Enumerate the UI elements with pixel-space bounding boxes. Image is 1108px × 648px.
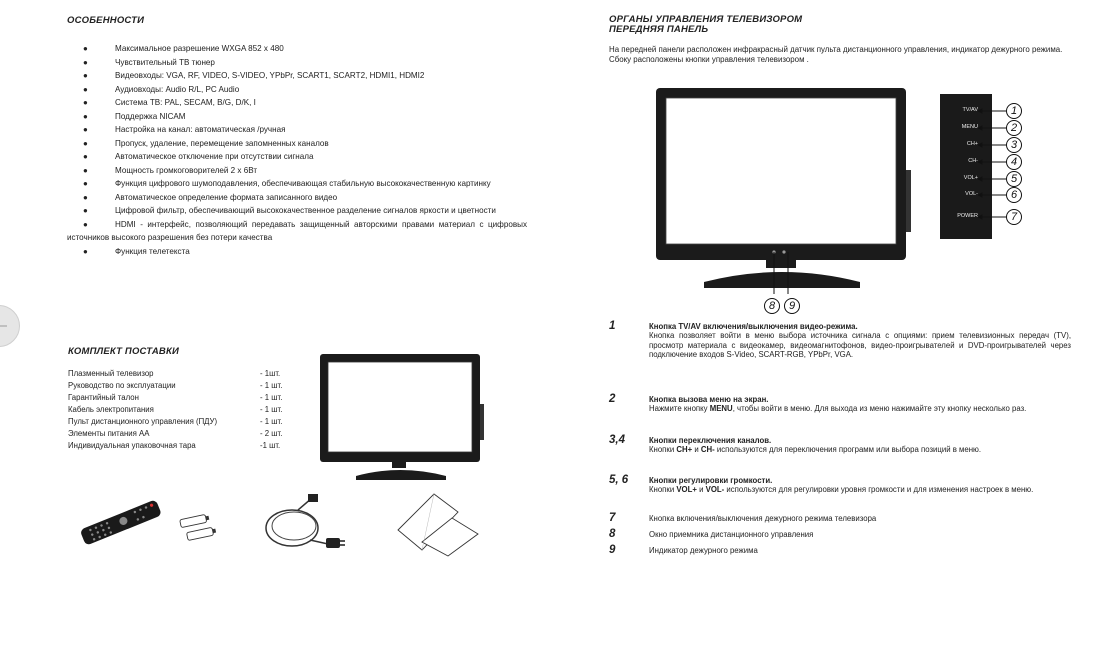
list-item: Гарантийный талон - 1 шт. (68, 393, 283, 402)
kit-list (68, 368, 298, 452)
side-button-menu[interactable]: MENU (961, 124, 978, 130)
list-item: ● Функция телетекста (67, 245, 527, 259)
kit-title: КОМПЛЕКТ ПОСТАВКИ (68, 346, 180, 357)
list-item: ● HDMI - интерфейс, позволяющий передавать защищенный авторскими правами материал с цифровых источников высокого разрешения без потери качества (67, 219, 527, 242)
bullet-icon: ● (83, 125, 88, 134)
list-item: ● Функция цифрового шумоподавления, обеспечивающая стабильную высококачественную картинку (67, 177, 527, 191)
side-button-arrows (978, 100, 1008, 230)
bullet-icon: ● (83, 206, 88, 215)
side-button-tvav[interactable]: TV/AV (962, 107, 978, 113)
list-item: ● Мощность громкоговорителей 2 x 6Вт (67, 164, 527, 178)
side-button-ch-up[interactable]: CH+ (966, 141, 978, 147)
list-item: ● Поддержка NICAM (67, 110, 527, 124)
list-item: Элементы питания АА - 2 шт. (68, 429, 283, 438)
list-item: ● Цифровой фильтр, обеспечивающий высококачественное разделение сигналов яркости и цветности (67, 204, 527, 218)
callout-7: 7 (1006, 209, 1022, 225)
callout-4: 4 (1006, 154, 1022, 170)
control-item-2: 2 Кнопка вызова меню на экран. Нажмите кнопку MENU, чтобы войти в меню. Для выхода из меню нажимайте эту кнопку несколько раз. (609, 393, 1027, 414)
callout-5: 5 (1006, 171, 1022, 187)
callout-1: 1 (1006, 103, 1022, 119)
bullet-icon: ● (83, 152, 88, 161)
bullet-icon: ● (83, 111, 88, 121)
control-item-8: 8 Окно приемника дистанционного управления (609, 528, 814, 540)
callout-3: 3 (1006, 137, 1022, 153)
control-item-1: 1 Кнопка TV/AV включения/выключения видео-режима. Кнопка позволяет войти в меню выбора источника сигнала с опциями: прием телевизионных передач (TV), просмотр материала с видеокамер, видеомагнитофонов, видео-проигрывателей и DVD-проигрывателей через подключение входов S-Video, SCART-RGB, YPbPr, VGA. (609, 320, 1071, 360)
side-button-vol-up[interactable]: VOL+ (963, 175, 978, 181)
callout-9: 9 (784, 298, 800, 314)
list-item: ● Пропуск, удаление, перемещение запомненных каналов (67, 137, 527, 151)
intro-text: На передней панели расположен инфракрасный датчик пульта дистанционного управления, индикатор дежурного режима. Сбоку расположены кнопки управления телевизором . (609, 45, 1063, 64)
list-item: Кабель электропитания - 1 шт. (68, 405, 283, 414)
side-button-ch-down[interactable]: CH- (968, 158, 978, 164)
bullet-icon: ● (83, 219, 88, 229)
power-cable-illustration (258, 492, 350, 554)
list-item: ● Автоматическое отключение при отсутствии сигнала (67, 150, 527, 164)
control-item-3-4: 3,4 Кнопки переключения каналов. Кнопки CH+ и CH- используются для переключения программ или выбора позиций в меню. (609, 434, 982, 455)
list-item: Индивидуальная упаковочная тара -1 шт. (68, 441, 281, 450)
side-button-power[interactable]: POWER (957, 213, 978, 219)
list-item: ● Настройка на канал: автоматическая /ручная (67, 123, 527, 137)
bullet-icon: ● (83, 165, 88, 175)
side-button-vol-down[interactable]: VOL- (965, 191, 978, 197)
list-item: ● Видеовходы: VGA, RF, VIDEO, S-VIDEO, YPbPr, SCART1, SCART2, HDMI1, HDMI2 (67, 69, 527, 83)
list-item: Пульт дистанционного управления (ПДУ) - 1 шт. (68, 417, 283, 426)
callout-2: 2 (1006, 120, 1022, 136)
features-list (67, 42, 527, 258)
list-item: ● Чувствительный ТВ тюнер (67, 56, 527, 70)
bullet-icon: ● (83, 84, 88, 94)
batteries-illustration (176, 510, 222, 548)
list-item: Руководство по эксплуатации - 1 шт. (68, 381, 283, 390)
bullet-icon: ● (83, 44, 88, 53)
tv-illustration-small (318, 352, 490, 488)
bullet-icon: ● (83, 57, 88, 67)
crosshair-icon (0, 306, 19, 346)
list-item: ● Аудиовходы: Audio R/L, PC Audio (67, 83, 527, 97)
bullet-icon: ● (83, 138, 88, 148)
callout-8: 8 (764, 298, 780, 314)
control-item-9: 9 Индикатор дежурного режима (609, 544, 758, 556)
manuals-illustration (394, 490, 486, 558)
bullet-icon: ● (83, 98, 88, 107)
list-item: ● Автоматическое определение формата записанного видео (67, 191, 527, 205)
control-item-5-6: 5, 6 Кнопки регулировки громкости. Кнопки VOL+ и VOL- используются для регулировки уровня громкости и для изменения настроек в меню. (609, 474, 1034, 495)
list-item: ● Система ТВ: PAL, SECAM, B/G, D/K, I (67, 96, 527, 110)
bullet-icon: ● (83, 192, 88, 202)
callout-6: 6 (1006, 187, 1022, 203)
sensor-pointer-lines (758, 250, 808, 298)
bullet-icon: ● (83, 246, 88, 256)
list-item: Плазменный телевизор - 1шт. (68, 369, 281, 378)
bullet-icon: ● (83, 71, 88, 80)
remote-control-illustration (76, 488, 166, 558)
page-nav-circle[interactable] (0, 305, 20, 347)
control-item-7: 7 Кнопка включения/выключения дежурного режима телевизора (609, 512, 877, 524)
list-item: ● Максимальное разрешение WXGA 852 x 480 (67, 42, 527, 56)
controls-title: ОРГАНЫ УПРАВЛЕНИЯ ТЕЛЕВИЗОРОМ ПЕРЕДНЯЯ ПАНЕЛЬ (609, 14, 803, 35)
features-title: ОСОБЕННОСТИ (67, 15, 145, 26)
bullet-icon: ● (83, 179, 88, 188)
